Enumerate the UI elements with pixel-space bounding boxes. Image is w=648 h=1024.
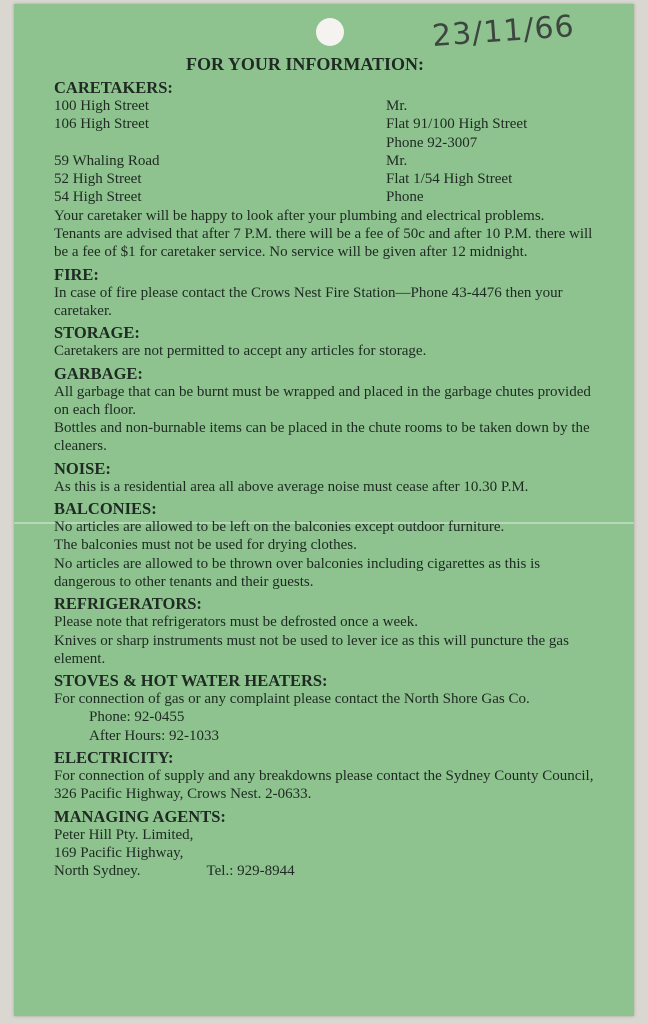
fire-heading: FIRE: [54,264,99,284]
refrigerators-heading: REFRIGERATORS: [54,594,202,614]
section-managing-agents [54,807,594,881]
caretakers-paragraph: Tenants are advised that after 7 P.M. there will be a fee of 50c and after 10 P.M. there will be a fee of $1 for caretaker service. No service will be given after 12 midnight. [54,226,593,261]
balconies-heading: BALCONIES: [54,499,157,519]
garbage-heading: GARBAGE: [54,363,143,383]
garbage-paragraph: Bottles and non-burnable items can be placed in the chute rooms to be taken down by the cleaners. [54,420,590,455]
caretaker-address: 59 Whaling Road [54,152,160,169]
garbage-paragraph: All garbage that can be burnt must be wrapped and placed in the garbage chutes provided on each floor. [54,383,591,418]
noise-heading: NOISE: [54,458,111,478]
caretakers-paragraph: Your caretaker will be happy to look after your plumbing and electrical problems. [54,207,545,224]
caretaker-address: 106 High Street [54,116,149,133]
balconies-paragraph: No articles are allowed to be left on the balconies except outdoor furniture. [54,519,505,536]
section-electricity [54,748,594,804]
section-noise [54,459,594,496]
punch-hole [316,18,344,46]
stoves-phone: Phone: 92-0455 [89,709,185,726]
section-caretakers [54,78,594,262]
caretaker-contact: Mr. [386,98,408,114]
section-fire [54,265,594,321]
storage-heading: STORAGE: [54,323,140,343]
caretakers-heading: CARETAKERS: [54,78,173,97]
section-refrigerators [54,594,594,668]
stoves-after-hours: After Hours: 92-1033 [89,727,219,744]
section-stoves [54,671,594,745]
caretaker-contact: Flat 91/100 High Street [386,116,528,133]
storage-text: Caretakers are not permitted to accept any articles for storage. [54,343,427,360]
caretaker-contact: Phone 92-3007 [386,134,478,151]
refrigerators-paragraph: Please note that refrigerators must be defrosted once a week. [54,614,419,631]
refrigerators-paragraph: Knives or sharp instruments must not be used to lever ice as this will puncture the gas element. [54,632,569,667]
notice-content [54,78,594,884]
agents-telephone: Tel.: 929-8944 [206,863,295,880]
fire-text: In case of fire please contact the Crows Nest Fire Station—Phone 43-4476 then your caretaker. [54,284,563,319]
information-sheet [14,4,634,1016]
stoves-heading: STOVES & HOT WATER HEATERS: [54,671,328,691]
caretaker-address [54,134,386,152]
caretaker-contact: Mr. [386,152,408,169]
caretaker-address: 52 High Street [54,171,142,188]
caretaker-address: 100 High Street [54,98,149,114]
caretaker-row [54,97,594,115]
electricity-heading: ELECTRICITY: [54,748,174,768]
caretaker-row [54,170,594,188]
caretaker-row [54,152,594,170]
handwritten-date: 23/11/66 [430,9,576,54]
caretaker-address: 54 High Street [54,189,142,206]
agents-heading: MANAGING AGENTS: [54,806,226,826]
agents-name: Peter Hill Pty. Limited, [54,826,194,843]
stoves-text: For connection of gas or any complaint please contact the North Shore Gas Co. [54,691,530,708]
caretaker-contact: Flat 1/54 High Street [386,171,513,188]
caretaker-row [54,188,594,206]
section-storage [54,323,594,360]
balconies-paragraph: The balconies must not be used for drying clothes. [54,537,357,554]
electricity-text: For connection of supply and any breakdowns please contact the Sydney County Council, 326 Pacific Highway, Crows Nest. 2-0633. [54,768,594,803]
section-balconies [54,499,594,591]
agents-street: 169 Pacific Highway, [54,844,184,861]
caretaker-row [54,134,594,152]
agents-suburb-row [54,862,594,880]
noise-text: As this is a residential area all above average noise must cease after 10.30 P.M. [54,478,529,495]
agents-suburb: North Sydney. [54,863,141,880]
balconies-paragraph: No articles are allowed to be thrown over balconies including cigarettes as this is dangerous to other tenants and their guests. [54,555,541,590]
page-title: FOR YOUR INFORMATION: [186,54,424,74]
caretaker-contact: Phone [386,189,424,206]
caretaker-row [54,115,594,133]
section-garbage [54,364,594,456]
